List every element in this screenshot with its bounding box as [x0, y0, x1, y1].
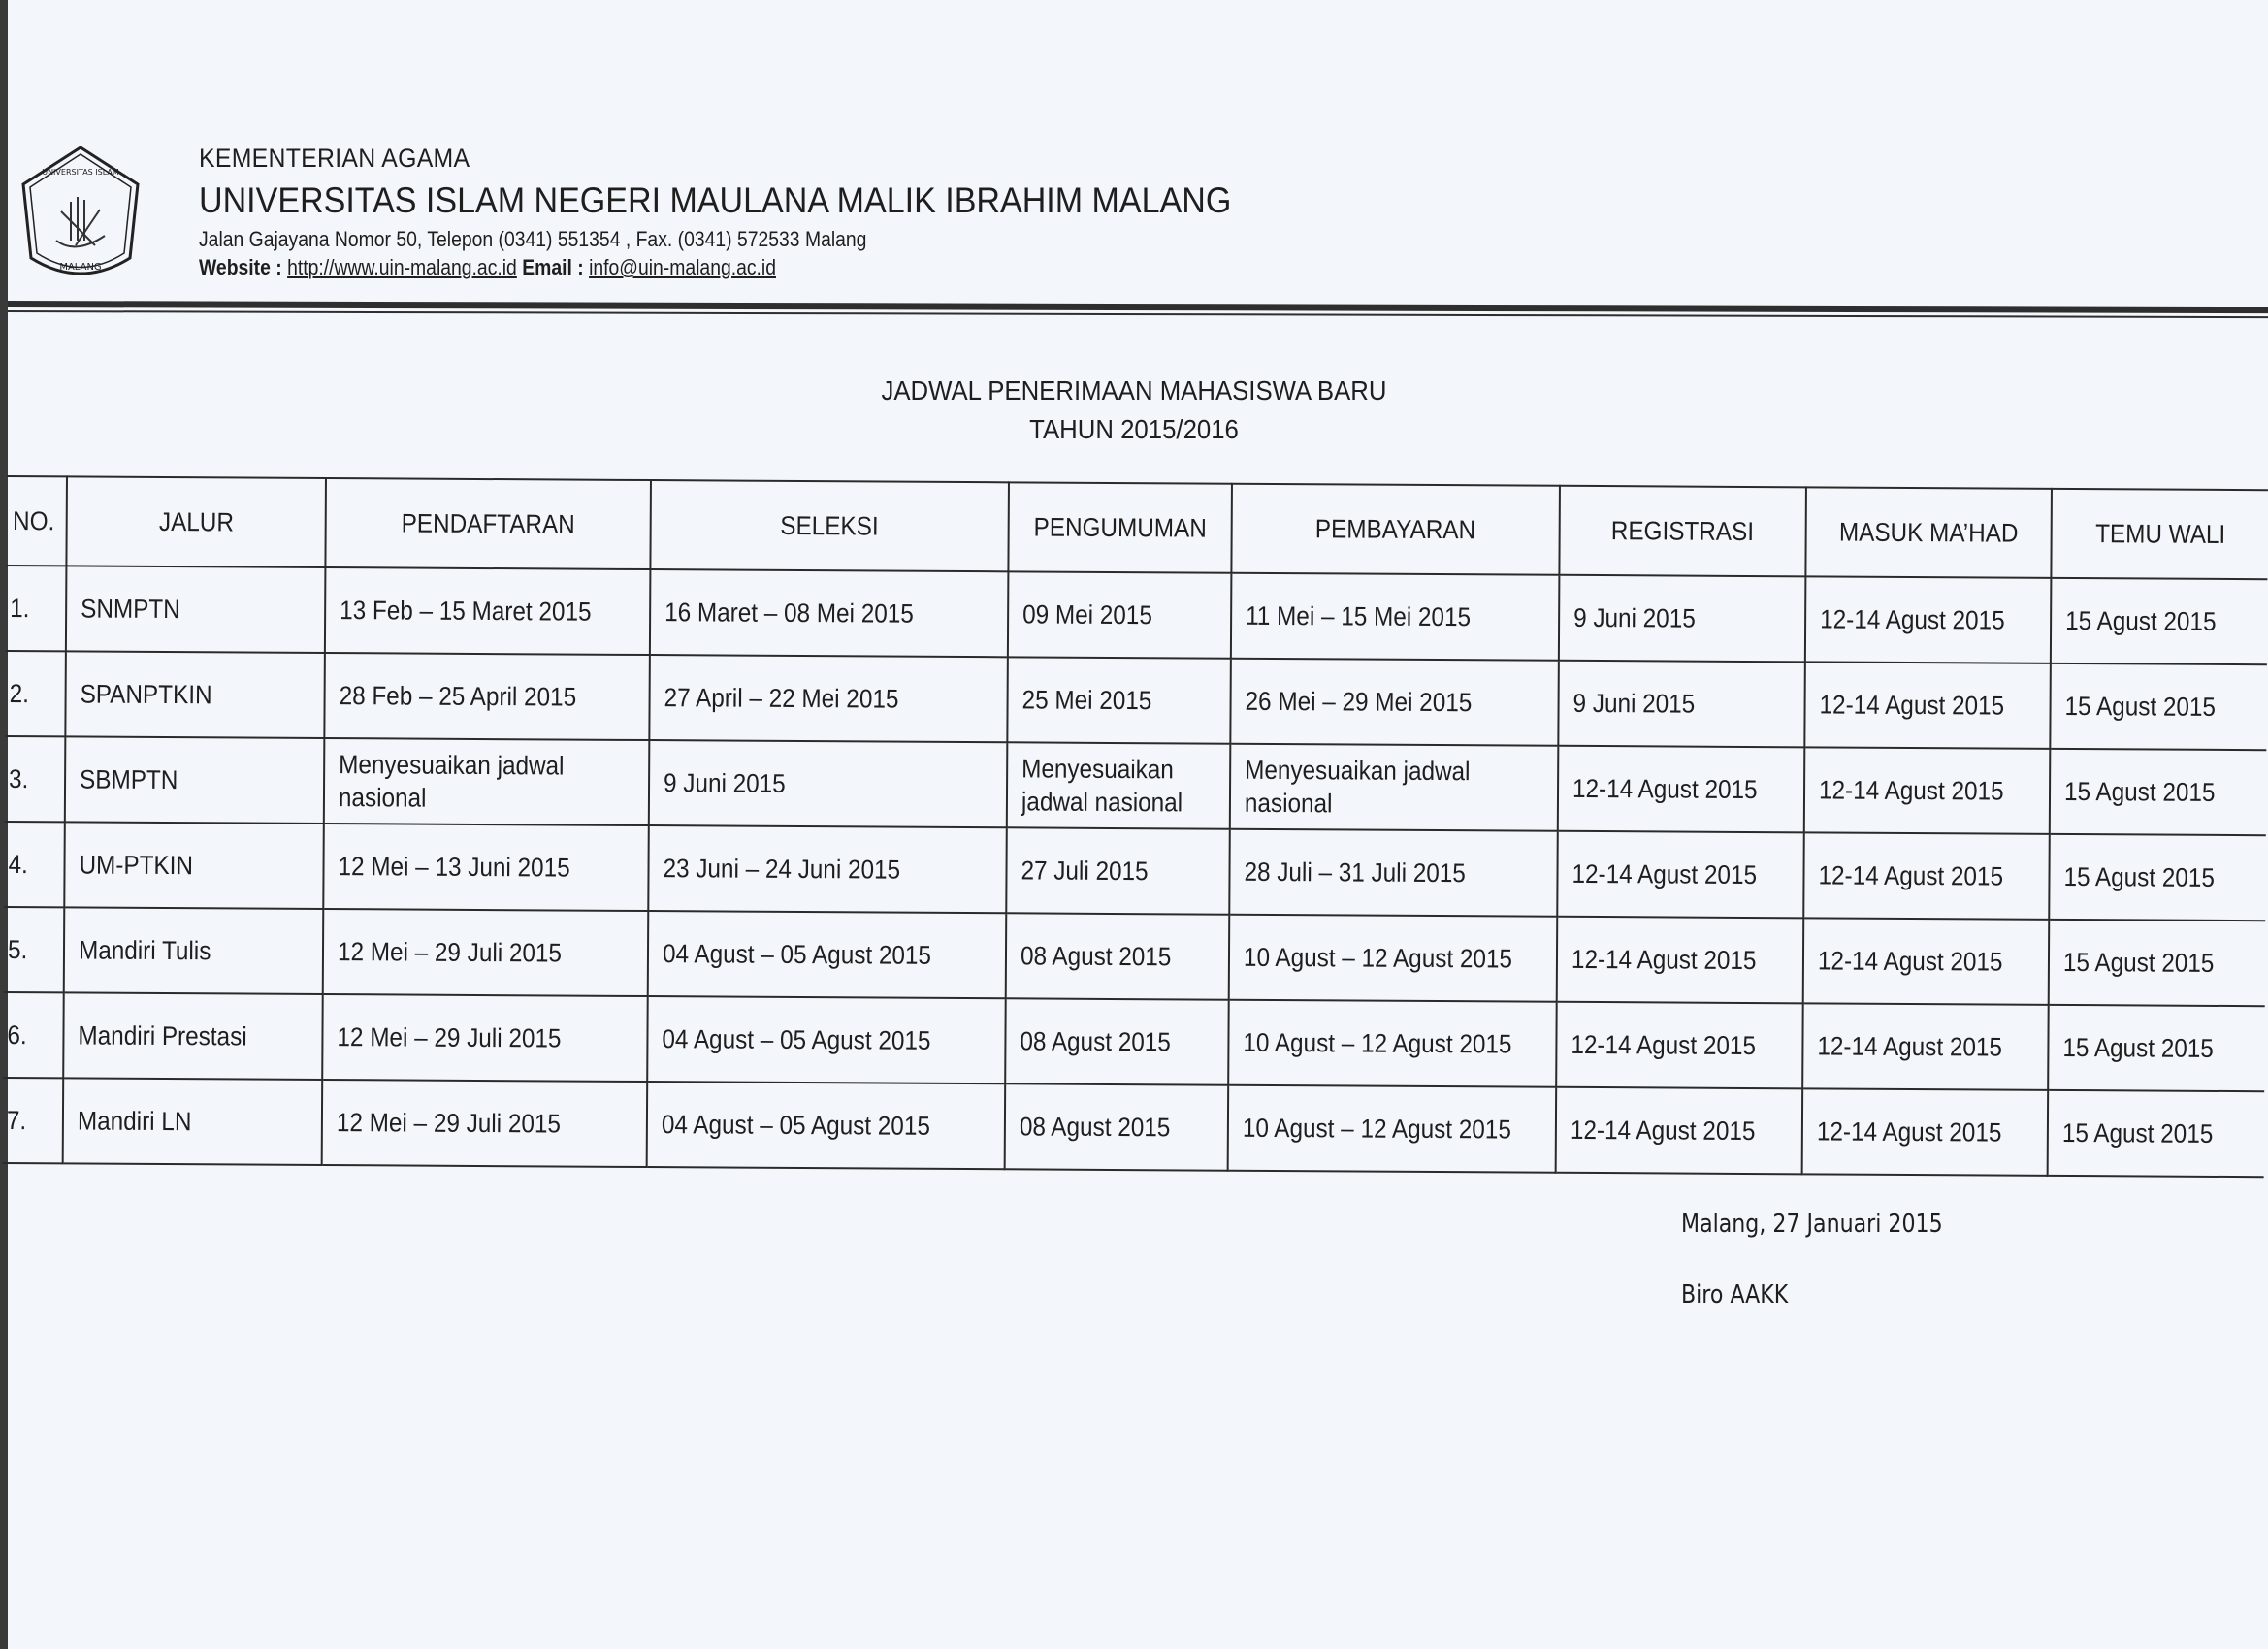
row-number-cell: 6. — [3, 992, 64, 1078]
table-cell: 12-14 Agust 2015 — [1801, 1088, 2048, 1176]
table-cell: 12-14 Agust 2015 — [1802, 1003, 2049, 1090]
table-cell: Mandiri LN — [63, 1078, 322, 1165]
website-link[interactable]: http://www.uin-malang.ac.id — [287, 255, 517, 279]
column-header: SELEKSI — [650, 480, 1009, 571]
table-header-row — [6, 476, 2268, 579]
svg-text:MALANG: MALANG — [59, 262, 102, 273]
table-cell: UM-PTKIN — [65, 822, 324, 909]
table-cell: 12 Mei – 29 Juli 2015 — [322, 909, 648, 996]
table-cell: SBMPTN — [65, 736, 324, 824]
table-cell: 16 Maret – 08 Mei 2015 — [650, 569, 1009, 657]
table-cell: 15 Agust 2015 — [2051, 578, 2267, 664]
table-cell: 9 Juni 2015 — [1558, 661, 1804, 748]
table-cell: 12-14 Agust 2015 — [1556, 1002, 1802, 1089]
svg-text:UNIVERSITAS ISLAM: UNIVERSITAS ISLAM — [42, 168, 119, 177]
column-header: TEMU WALI — [2052, 489, 2268, 579]
contact-line — [199, 255, 776, 280]
table-cell: 12-14 Agust 2015 — [1803, 832, 2050, 920]
table-cell: 04 Agust – 05 Agust 2015 — [647, 1082, 1006, 1169]
table-cell: 10 Agust – 12 Agust 2015 — [1228, 1085, 1556, 1173]
table-cell: 10 Agust – 12 Agust 2015 — [1228, 1000, 1556, 1087]
table-cell: 12-14 Agust 2015 — [1804, 662, 2051, 749]
row-number-cell: 4. — [4, 822, 65, 907]
table-cell: SNMPTN — [66, 566, 325, 653]
table-cell: 9 Juni 2015 — [649, 740, 1008, 827]
table-cell: 08 Agust 2015 — [1005, 998, 1229, 1084]
table-cell: 28 Feb – 25 April 2015 — [324, 653, 650, 740]
table-cell: 08 Agust 2015 — [1005, 1083, 1229, 1170]
column-header: NO. — [6, 476, 67, 566]
schedule-table — [3, 475, 2268, 1178]
row-number-cell: 1. — [6, 566, 67, 651]
address-line: Jalan Gajayana Nomor 50, Telepon (0341) 551354 , Fax. (0341) 572533 Malang — [199, 227, 867, 251]
column-header: MASUK MA’HAD — [1805, 487, 2052, 578]
table-cell: 27 Juli 2015 — [1007, 827, 1231, 914]
table-cell: 09 Mei 2015 — [1008, 571, 1232, 658]
column-header: REGISTRASI — [1559, 486, 1805, 577]
table-cell: 15 Agust 2015 — [2049, 920, 2265, 1006]
table-row — [6, 566, 2267, 664]
table-cell: 15 Agust 2015 — [2050, 834, 2266, 921]
table-cell: 27 April – 22 Mei 2015 — [649, 655, 1008, 742]
table-cell: 25 Mei 2015 — [1008, 657, 1232, 743]
table-cell: 10 Agust – 12 Agust 2015 — [1229, 915, 1557, 1002]
website-label: Website : — [199, 255, 288, 279]
table-cell: Mandiri Prestasi — [64, 992, 323, 1080]
title-line: JADWAL PENERIMAAN MAHASISWA BARU — [881, 375, 1387, 405]
email-label: Email : — [516, 255, 590, 279]
table-cell: 11 Mei – 15 Mei 2015 — [1231, 573, 1559, 661]
table-row — [5, 651, 2266, 750]
table-cell: 12-14 Agust 2015 — [1805, 576, 2052, 663]
table-cell: 23 Juni – 24 Juni 2015 — [648, 825, 1007, 913]
table-cell: Mandiri Tulis — [64, 907, 323, 994]
university-seal-icon — [17, 144, 144, 289]
table-row — [5, 736, 2266, 835]
table-cell: 12 Mei – 29 Juli 2015 — [322, 994, 648, 1082]
table-cell: Menyesuaikan jadwal nasional — [1007, 742, 1231, 828]
table-cell: 15 Agust 2015 — [2048, 1090, 2264, 1177]
table-cell: 15 Agust 2015 — [2051, 663, 2267, 750]
table-cell: 13 Feb – 15 Maret 2015 — [324, 567, 650, 655]
column-header: PENDAFTARAN — [325, 478, 651, 569]
row-number-cell: 5. — [4, 907, 65, 992]
table-cell: 12-14 Agust 2015 — [1557, 917, 1803, 1004]
table-cell: 12-14 Agust 2015 — [1802, 918, 2049, 1005]
document-title — [0, 372, 2268, 449]
signature-office: Biro AAKK — [1681, 1280, 1789, 1310]
table-cell: 12-14 Agust 2015 — [1803, 747, 2050, 834]
column-header: JALUR — [67, 476, 326, 567]
row-number-cell: 3. — [5, 736, 66, 822]
table-cell: 9 Juni 2015 — [1559, 575, 1805, 663]
table-cell: 12-14 Agust 2015 — [1558, 746, 1804, 833]
ministry-name: KEMENTERIAN AGAMA — [199, 144, 470, 173]
signature-place-date: Malang, 27 Januari 2015 — [1681, 1210, 1943, 1239]
table-cell: 26 Mei – 29 Mei 2015 — [1231, 659, 1559, 746]
table-cell: 08 Agust 2015 — [1006, 913, 1230, 999]
table-row — [4, 907, 2265, 1006]
table-cell: 12-14 Agust 2015 — [1556, 1087, 1802, 1175]
table-row — [3, 1078, 2264, 1177]
row-number-cell: 2. — [5, 651, 66, 736]
subtitle-line: TAHUN 2015/2016 — [1029, 414, 1239, 444]
table-cell: 15 Agust 2015 — [2049, 1005, 2265, 1091]
table-cell: 12 Mei – 29 Juli 2015 — [321, 1080, 647, 1167]
table-cell: Menyesuaikan jadwal nasional — [323, 738, 649, 825]
column-header: PEMBAYARAN — [1232, 484, 1560, 575]
table-cell: 04 Agust – 05 Agust 2015 — [647, 996, 1006, 1083]
table-cell: 15 Agust 2015 — [2050, 749, 2266, 835]
column-header: PENGUMUMAN — [1009, 482, 1233, 572]
table-row — [4, 822, 2265, 921]
table-cell: SPANPTKIN — [66, 651, 325, 738]
table-cell: Menyesuaikan jadwal nasional — [1230, 744, 1558, 831]
table-cell: 12-14 Agust 2015 — [1557, 831, 1803, 919]
table-cell: 28 Juli – 31 Juli 2015 — [1230, 829, 1558, 917]
table-cell: 04 Agust – 05 Agust 2015 — [648, 911, 1007, 998]
table-cell: 12 Mei – 13 Juni 2015 — [323, 824, 649, 911]
row-number-cell: 7. — [3, 1078, 64, 1163]
table-row — [3, 992, 2264, 1091]
university-name: UNIVERSITAS ISLAM NEGERI MAULANA MALIK IBRAHIM MALANG — [199, 180, 1232, 220]
email-link[interactable]: info@uin-malang.ac.id — [589, 255, 777, 279]
